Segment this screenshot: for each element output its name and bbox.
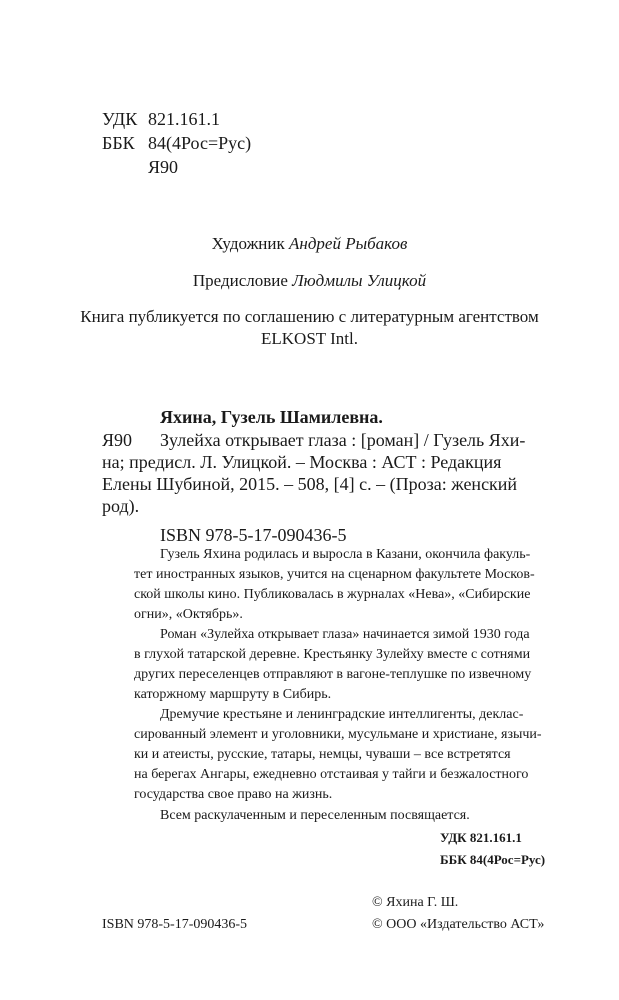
dedication: Всем раскулаченным и переселенным посвящается. [160,808,470,823]
annotation-p3-l1: Дремучие крестьяне и ленинградские интеллигенты, деклас- [160,707,524,722]
annotation-p2-l2: в глухой татарской деревне. Крестьянку Зулейху вместе с сотнями [134,647,531,662]
bib-line-3: Елены Шубиной, 2015. – 508, [4] с. – (Проза: женский [102,474,518,494]
bbk-label: ББК [102,133,135,153]
annotation-p3-l3: ки и атеисты, русские, татары, немцы, чуваши – все встретятся [134,747,511,762]
udk-value: 821.161.1 [148,109,220,129]
bottom-bbk: ББК 84(4Рос=Рус) [440,852,546,867]
annotation-p1-l1: Гузель Яхина родилась и выросла в Казани, окончила факуль- [160,547,531,562]
footer-isbn: ISBN 978-5-17-090436-5 [102,917,248,932]
annotation-p1-l2: тет иностранных языков, учится на сценарном факультете Москов- [134,567,535,582]
preface-prefix: Предисловие [192,271,293,290]
bib-author: Яхина, Гузель Шамилевна. [160,407,383,427]
preface-name: Людмилы Улицкой [292,271,427,290]
bib-isbn: ISBN 978-5-17-090436-5 [160,525,347,545]
annotation-p3-l5: государства свое право на жизнь. [134,787,333,802]
copyright-publisher: © ООО «Издательство АСТ» [372,917,545,932]
agency-line-1: Книга публикуется по соглашению с литературным агентством [80,307,539,326]
bbk-value: 84(4Рос=Рус) [148,133,252,153]
annotation-p1-l4: огни», «Октябрь». [134,607,243,622]
bottom-udk: УДК 821.161.1 [440,830,522,845]
annotation-p2-l1: Роман «Зулейха открывает глаза» начинается зимой 1930 года [160,627,530,642]
annotation-p2-l3: других переселенцев отправляют в вагоне-теплушке по извечному [134,667,532,682]
bib-line-1: Зулейха открывает глаза : [роман] / Гузель Яхи- [160,430,526,450]
bib-mark: Я90 [102,430,133,450]
annotation-p3-l2: сированный элемент и уголовники, мусульмане и христиане, язычи- [134,727,542,742]
author-mark: Я90 [148,157,179,177]
artist-line [0,233,619,255]
annotation-p1-l3: ской школы кино. Публиковалась в журналах «Нева», «Сибирские [134,587,531,602]
bib-line-4: род). [102,496,140,516]
artist-prefix: Художник [211,234,290,253]
udk-label: УДК [102,109,138,129]
copyright-author: © Яхина Г. Ш. [372,895,459,910]
artist-name: Андрей Рыбаков [289,234,408,253]
annotation-p2-l4: каторжному маршруту в Сибирь. [134,687,332,702]
preface-line [0,270,619,292]
agency-line-2: ELKOST Intl. [261,329,358,348]
bib-line-2: на; предисл. Л. Улицкой. – Москва : АСТ : Редакция [102,452,502,472]
annotation-p3-l4: на берегах Ангары, ежедневно отстаивая у тайги и безжалостного [134,767,529,782]
